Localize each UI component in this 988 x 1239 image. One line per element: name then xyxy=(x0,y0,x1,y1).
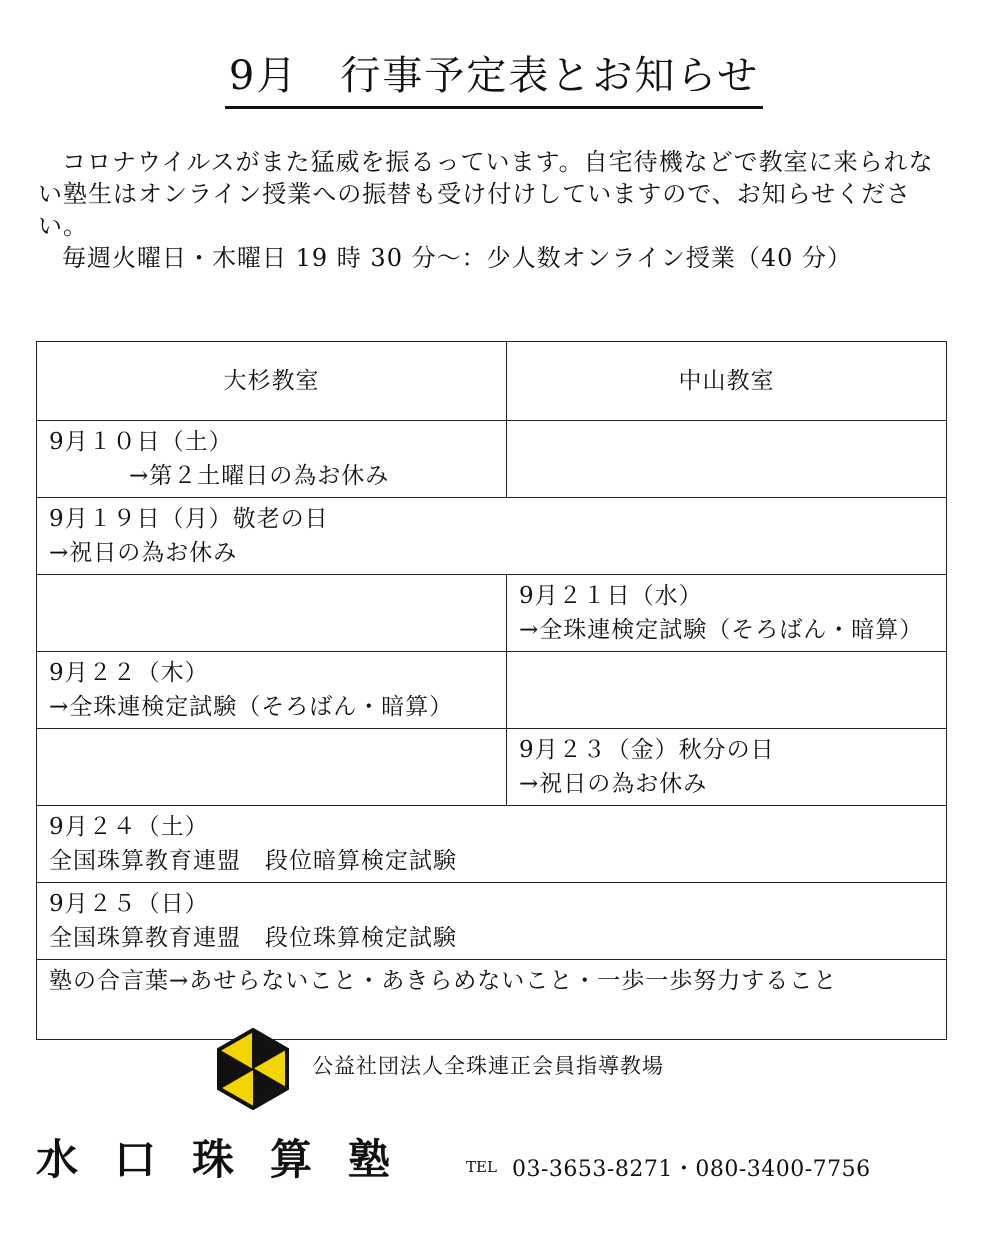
event-date: 9月１０日（土） xyxy=(49,429,233,455)
event-note: →第２土曜日の為お休み xyxy=(129,463,390,489)
page-title xyxy=(0,48,988,109)
motto: 塾の合言葉→あせらないこと・あきらめないこと・一歩一歩努力すること xyxy=(37,960,947,1040)
member-label: 公益社団法人全珠連正会員指導教場 xyxy=(312,1054,664,1078)
event-date: 9月２３（金）秋分の日 xyxy=(519,737,775,763)
event-note: 全国珠算教育連盟 段位暗算検定試験 xyxy=(49,848,457,874)
table-row xyxy=(37,652,947,729)
school-name: 水口珠算塾 xyxy=(36,1135,427,1184)
schedule-cell xyxy=(507,729,947,806)
event-note: →全珠連検定試験（そろばん・暗算） xyxy=(49,694,454,720)
schedule-cell xyxy=(37,806,947,883)
event-date: 9月２２（木） xyxy=(49,660,209,686)
empty-cell xyxy=(37,575,507,652)
event-date: 9月１９日（月）敬老の日 xyxy=(49,506,329,532)
motto-row xyxy=(37,960,947,1040)
online-class-notice: 毎週火曜日・木曜日 19 時 30 分〜：少人数オンライン授業（40 分） xyxy=(62,244,853,272)
empty-cell xyxy=(507,421,947,498)
schedule-cell xyxy=(37,421,507,498)
table-row xyxy=(37,806,947,883)
event-note: →祝日の為お休み xyxy=(49,540,238,566)
event-date: 9月２４（土） xyxy=(49,814,209,840)
intro-paragraph: コロナウイルスがまた猛威を振るっています。自宅待機などで教室に来られない塾生はオンライン授業への振替も受け付けしていますので、お知らせください。 xyxy=(38,148,934,240)
phone-numbers: 03-3653-8271・080-3400-7756 xyxy=(512,1157,871,1182)
schedule-cell xyxy=(37,883,947,960)
event-note: 全国珠算教育連盟 段位珠算検定試験 xyxy=(49,925,457,951)
intro xyxy=(38,146,948,274)
header-osugi: 大杉教室 xyxy=(37,342,507,421)
empty-cell xyxy=(507,652,947,729)
table-header-row xyxy=(37,342,947,421)
schedule-cell xyxy=(37,652,507,729)
zenshuren-logo-icon xyxy=(212,1028,294,1110)
event-date: 9月２５（日） xyxy=(49,891,209,917)
schedule-cell xyxy=(507,575,947,652)
page-title-text: 9月 行事予定表とお知らせ xyxy=(225,48,763,109)
table-row xyxy=(37,883,947,960)
table-row xyxy=(37,729,947,806)
tel-label: TEL xyxy=(466,1158,497,1176)
empty-cell xyxy=(37,729,507,806)
table-row xyxy=(37,498,947,575)
event-note: →全珠連検定試験（そろばん・暗算） xyxy=(519,617,924,643)
header-nakayama: 中山教室 xyxy=(507,342,947,421)
event-date: 9月２１日（水） xyxy=(519,583,703,609)
table-row xyxy=(37,421,947,498)
event-note: →祝日の為お休み xyxy=(519,771,708,797)
schedule-cell xyxy=(37,498,947,575)
table-row xyxy=(37,575,947,652)
schedule-table xyxy=(36,341,947,1040)
